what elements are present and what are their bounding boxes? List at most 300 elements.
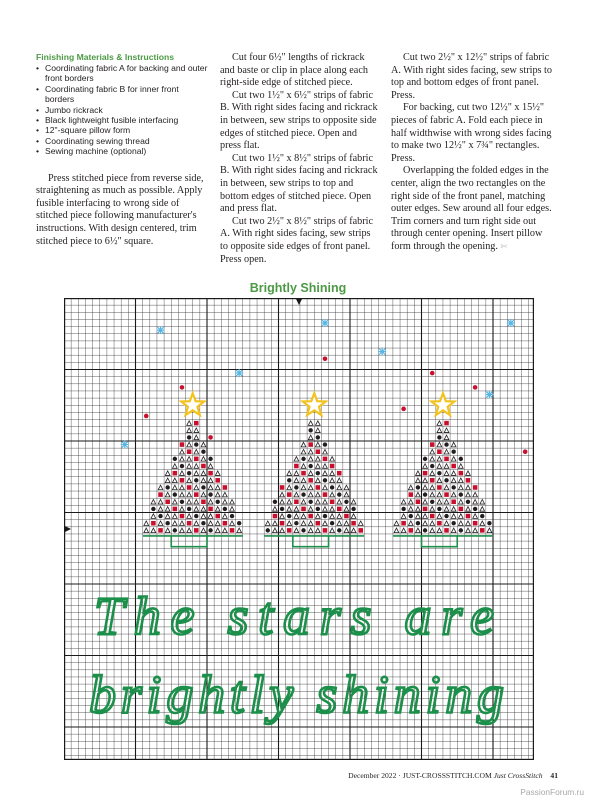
tree-stitch-triangle [351, 500, 356, 505]
tree-stitch-triangle [451, 528, 456, 533]
tree-stitch-red [444, 528, 449, 533]
tree-stitch-dark [201, 450, 205, 454]
tree-stitch-red [180, 514, 185, 519]
tree-stitch-triangle [187, 528, 192, 533]
tree-stitch-red [430, 442, 435, 447]
tree-stitch-triangle [172, 500, 177, 505]
tree-stitch-dark [459, 492, 463, 496]
tree-stitch-triangle [330, 507, 335, 512]
tree-stitch-triangle [201, 442, 206, 447]
tree-stitch-triangle [437, 478, 442, 483]
watermark: PassionForum.ru [520, 787, 584, 797]
tree-stitch-triangle [416, 528, 421, 533]
tree-stitch-triangle [172, 514, 177, 519]
tree-stitch-triangle [165, 507, 170, 512]
tree-stitch-triangle [230, 507, 235, 512]
tree-stitch-triangle [308, 457, 313, 462]
tree-stitch-red [180, 442, 185, 447]
tree-stitch-triangle [301, 449, 306, 454]
tree-stitch-red [437, 521, 442, 526]
tree-stitch-triangle [423, 500, 428, 505]
tree-stitch-triangle [215, 521, 220, 526]
tree-stitch-triangle [294, 514, 299, 519]
instruction-paragraph: Cut two 1½" x 6½" strips of fabric B. With right sides facing and rickrack in between, sew strips to opposite side edges of stitched piece. Open and press flat. [220, 89, 378, 152]
tree-stitch-red [215, 478, 220, 483]
tree-stitch-triangle [451, 514, 456, 519]
tree-stitch-triangle [315, 492, 320, 497]
ornament-dot [523, 449, 528, 454]
tree-stitch-triangle [308, 421, 313, 426]
tree-stitch-dark [430, 464, 434, 468]
tree-stitch-triangle [344, 521, 349, 526]
tree-stitch-red [466, 478, 471, 483]
tree-stitch-dark [323, 514, 327, 518]
tree-stitch-triangle [458, 500, 463, 505]
tree-stitch-triangle [158, 521, 163, 526]
tree-stitch-dark [423, 528, 427, 532]
tree-stitch-dark [337, 528, 341, 532]
page-footer: December 2022 · JUST-CROSSSTITCH.COM Just CrossStitch 41 [348, 771, 558, 780]
tree-stitch-triangle [273, 528, 278, 533]
tree-stitch-triangle [172, 478, 177, 483]
tree-stitch-triangle [487, 528, 492, 533]
tree-stitch-red [316, 449, 321, 454]
tree-stitch-dark [401, 507, 405, 511]
tree-stitch-triangle [330, 492, 335, 497]
tree-stitch-triangle [437, 442, 442, 447]
tree-stitch-dark [208, 492, 212, 496]
tree-stitch-red [223, 485, 228, 490]
twinkle-mark [485, 391, 493, 399]
tree-stitch-triangle [315, 464, 320, 469]
tree-stitch-triangle [273, 507, 278, 512]
instruction-paragraph: Cut two 1½" x 8½" strips of fabric B. With right sides facing and rickrack in between, sew strips to top and bottom edges of stitched piece. Open and press flat. [220, 152, 378, 215]
tree-stitch-triangle [408, 500, 413, 505]
tree-stitch-dark [294, 485, 298, 489]
tree-stitch-triangle [223, 500, 228, 505]
tree-stitch-red [294, 464, 299, 469]
tree-stitch-triangle [194, 500, 199, 505]
chart-line-2: brightly shining [89, 664, 504, 725]
tree-stitch-dark [344, 500, 348, 504]
tree-stitch-triangle [287, 507, 292, 512]
tree-stitch-triangle [187, 500, 192, 505]
ornament-dot [208, 435, 213, 440]
tree-stitch-triangle [194, 428, 199, 433]
tree-stitch-dark [266, 528, 270, 532]
tree-stitch-red [444, 421, 449, 426]
tree-stitch-triangle [344, 528, 349, 533]
tree-stitch-triangle [194, 471, 199, 476]
tree-stitch-triangle [208, 514, 213, 519]
tree-stitch-triangle [437, 457, 442, 462]
tree-stitch-triangle [208, 485, 213, 490]
tree-stitch-red [194, 492, 199, 497]
tree-stitch-triangle [301, 485, 306, 490]
tree-stitch-triangle [451, 492, 456, 497]
tree-stitch-triangle [215, 507, 220, 512]
tree-stitch-triangle [466, 521, 471, 526]
tree-stitch-triangle [194, 449, 199, 454]
tree-stitch-triangle [458, 521, 463, 526]
tree-stitch-dark [330, 521, 334, 525]
ornament-dot [323, 356, 328, 361]
tree-stitch-dark [173, 492, 177, 496]
tree-stitch-dark [173, 528, 177, 532]
tree-stitch-triangle [337, 485, 342, 490]
tree-stitch-triangle [215, 485, 220, 490]
tree-stitch-triangle [201, 507, 206, 512]
tree-stitch-dark [280, 507, 284, 511]
tree-stitch-dark [194, 478, 198, 482]
scissors-icon: ✄ [500, 241, 508, 251]
tree-stitch-red [165, 500, 170, 505]
tree-stitch-dark [294, 521, 298, 525]
tree-stitch-triangle [330, 478, 335, 483]
tree-stitch-red [201, 464, 206, 469]
tree-stitch-dark [437, 471, 441, 475]
tree-stitch-triangle [344, 492, 349, 497]
tree-stitch-triangle [444, 507, 449, 512]
ornament-dot [473, 385, 478, 390]
tree-stitch-red [294, 500, 299, 505]
page-number: 41 [550, 771, 558, 780]
tree-stitch-red [451, 464, 456, 469]
tree-stitch-triangle [165, 514, 170, 519]
tree-stitch-triangle [444, 435, 449, 440]
tree-stitch-triangle [201, 528, 206, 533]
tree-stitch-dark [287, 478, 291, 482]
tree-stitch-triangle [151, 514, 156, 519]
tree-stitch-red [287, 528, 292, 533]
tree-stitch-triangle [430, 449, 435, 454]
tree-stitch-triangle [358, 521, 363, 526]
tree-stitch-red [337, 507, 342, 512]
tree-stitch-dark [194, 514, 198, 518]
tree-stitch-dark [337, 492, 341, 496]
tree-stitch-dark [444, 442, 448, 446]
tree-stitch-red [444, 492, 449, 497]
tree-stitch-triangle [458, 514, 463, 519]
twinkle-mark [121, 441, 129, 449]
tree-stitch-red [280, 521, 285, 526]
tree-stitch-triangle [308, 471, 313, 476]
tree-stitch-triangle [416, 478, 421, 483]
tree-stitch-triangle [215, 471, 220, 476]
tree-stitch-triangle [323, 521, 328, 526]
tree-stitch-triangle [201, 492, 206, 497]
tree-stitch-triangle [287, 500, 292, 505]
tree-stitch-triangle [223, 492, 228, 497]
tree-stitch-red [187, 485, 192, 490]
tree-stitch-dark [437, 435, 441, 439]
tree-stitch-triangle [151, 528, 156, 533]
tree-stitch-red [223, 521, 228, 526]
tree-stitch-red [473, 485, 478, 490]
tree-stitch-triangle [208, 521, 213, 526]
tree-stitch-triangle [301, 478, 306, 483]
tree-stitch-triangle [158, 485, 163, 490]
tree-stitch-red [480, 528, 485, 533]
tree-stitch-triangle [480, 500, 485, 505]
tree-stitch-red [308, 514, 313, 519]
tree-stitch-red [473, 521, 478, 526]
tree-stitch-red [215, 514, 220, 519]
tree-stitch-triangle [308, 435, 313, 440]
tree-stitch-triangle [165, 492, 170, 497]
tree-stitch-triangle [337, 478, 342, 483]
ornament-dot [401, 407, 406, 412]
tree-stitch-triangle [180, 528, 185, 533]
tree-stitch-triangle [330, 514, 335, 519]
tree-stitch-triangle [437, 428, 442, 433]
tree-stitch-red [316, 521, 321, 526]
tree-stitch-red [287, 492, 292, 497]
tree-stitch-triangle [458, 464, 463, 469]
tree-stitch-red [208, 507, 213, 512]
footer-magazine: Just CrossStitch [493, 771, 543, 780]
tree-stitch-triangle [294, 492, 299, 497]
tree-stitch-red [330, 500, 335, 505]
tree-stitch-triangle [315, 528, 320, 533]
instruction-paragraph: Cut four 6½" lengths of rickrack and baste or clip in place along each right-side edge of stitched piece. [220, 52, 368, 89]
tree-stitch-triangle [180, 492, 185, 497]
tree-stitch-triangle [466, 471, 471, 476]
tree-stitch-red [423, 471, 428, 476]
tree-stitch-red [437, 485, 442, 490]
tree-stitch-red [201, 500, 206, 505]
tree-stitch-red [358, 528, 363, 533]
tree-stitch-dark [351, 507, 355, 511]
tree-stitch-dark [480, 514, 484, 518]
tree-stitch-triangle [187, 464, 192, 469]
tree-stitch-dark [301, 492, 305, 496]
tree-stitch-triangle [408, 485, 413, 490]
tree-stitch-triangle [194, 485, 199, 490]
list-item: • Jumbo rickrack [36, 105, 208, 115]
tree-stitch-red [351, 521, 356, 526]
tree-stitch-triangle [144, 528, 149, 533]
tree-stitch-triangle [430, 492, 435, 497]
tree-stitch-triangle [237, 528, 242, 533]
tree-stitch-triangle [230, 521, 235, 526]
center-arrow-left [64, 525, 71, 533]
tree-stitch-triangle [458, 485, 463, 490]
tree-stitch-dark [416, 521, 420, 525]
tree-stitch-triangle [180, 457, 185, 462]
tree-stitch-triangle [401, 528, 406, 533]
tree-stitch-dark [287, 514, 291, 518]
tree-stitch-triangle [180, 449, 185, 454]
tree-stitch-dark [323, 442, 327, 446]
twinkle-mark [321, 319, 329, 327]
tree-stitch-red [301, 471, 306, 476]
tree-stitch-triangle [172, 464, 177, 469]
tree-stitch-dark [423, 457, 427, 461]
tree-stitch-triangle [301, 514, 306, 519]
tree-stitch-triangle [444, 521, 449, 526]
tree-stitch-dark [473, 507, 477, 511]
tree-stitch-dark [308, 500, 312, 504]
tree-stitch-triangle [330, 457, 335, 462]
tree-stitch-triangle [194, 507, 199, 512]
tree-stitch-triangle [187, 457, 192, 462]
tree-stitch-triangle [444, 471, 449, 476]
tree-stitch-triangle [144, 521, 149, 526]
tree-stitch-triangle [480, 507, 485, 512]
tree-stitch-triangle [223, 528, 228, 533]
tree-stitch-triangle [323, 485, 328, 490]
tree-stitch-dark [216, 500, 220, 504]
ornament-dot [180, 385, 185, 390]
tree-stitch-red [194, 528, 199, 533]
tree-stitch-triangle [180, 485, 185, 490]
tree-stitch-dark [451, 521, 455, 525]
tree-stitch-triangle [430, 457, 435, 462]
tree-stitch-triangle [294, 528, 299, 533]
tree-stitch-red [208, 471, 213, 476]
tree-stitch-red [280, 485, 285, 490]
tree-stitch-triangle [172, 521, 177, 526]
tree-stitch-triangle [451, 442, 456, 447]
tree-stitch-triangle [401, 500, 406, 505]
tree-stitch-red [158, 492, 163, 497]
tree-stitch-triangle [416, 514, 421, 519]
instruction-paragraph [391, 165, 557, 253]
tree-stitch-red [459, 471, 464, 476]
materials-list [36, 63, 208, 157]
tree-stitch-triangle [351, 514, 356, 519]
tree-stitch-triangle [466, 528, 471, 533]
cross-stitch-chart [64, 298, 534, 760]
tree-stitch-red [323, 492, 328, 497]
tree-stitch-triangle [437, 464, 442, 469]
tree-stitch-dark [316, 507, 320, 511]
tree-stitch-triangle [315, 500, 320, 505]
tree-stitch-triangle [315, 514, 320, 519]
tree-stitch-triangle [215, 528, 220, 533]
instruction-paragraph: For backing, cut two 12½" x 15½" pieces of fabric A. Fold each piece in half widthwise with wrong sides facing to make two 12½" x 7¾" rectangles. Press. [391, 102, 552, 164]
tree-stitch-dark [201, 485, 205, 489]
tree-stitch-dark [194, 442, 198, 446]
tree-stitch-red [337, 471, 342, 476]
tree-stitch-dark [308, 464, 312, 468]
tree-stitch-triangle [294, 507, 299, 512]
instructions-column-1 [36, 52, 208, 248]
tree-stitch-triangle [187, 478, 192, 483]
tree-stitch-red [401, 521, 406, 526]
tree-stitch-triangle [466, 507, 471, 512]
tree-stitch-dark [180, 464, 184, 468]
list-item: • Black lightweight fusible interfacing [36, 115, 208, 125]
tree-stitch-dark [223, 507, 227, 511]
tree-stitch-triangle [187, 514, 192, 519]
tree-stitch-triangle [416, 507, 421, 512]
tree-stitch-triangle [451, 471, 456, 476]
tree-stitch-dark [416, 485, 420, 489]
tree-stitch-dark [316, 435, 320, 439]
tree-stitch-triangle [458, 478, 463, 483]
tree-stitch-dark [451, 450, 455, 454]
tree-stitch-dark [330, 485, 334, 489]
tree-stitch-triangle [223, 514, 228, 519]
tree-stitch-triangle [158, 507, 163, 512]
tree-stitch-triangle [187, 421, 192, 426]
tree-stitch-triangle [344, 507, 349, 512]
tree-stitch-triangle [437, 528, 442, 533]
tree-stitch-dark [180, 500, 184, 504]
tree-stitch-triangle [430, 471, 435, 476]
tree-stitch-triangle [180, 507, 185, 512]
tree-stitch-triangle [394, 528, 399, 533]
tree-stitch-triangle [430, 507, 435, 512]
footer-date: December 2022 [348, 771, 397, 780]
tree-stitch-red [423, 507, 428, 512]
tree-stitch-triangle [423, 521, 428, 526]
materials-heading: Finishing Materials & Instructions [36, 52, 174, 62]
tree-stitch-red [459, 507, 464, 512]
tree-stitch-triangle [194, 435, 199, 440]
tree-stitch-triangle [323, 449, 328, 454]
tree-stitch-dark [301, 528, 305, 532]
tree-stitch-triangle [423, 464, 428, 469]
tree-stitch-red [466, 514, 471, 519]
tree-stitch-red [409, 528, 414, 533]
list-item: • Coordinating sewing thread [36, 136, 208, 146]
ornament-dot [430, 371, 435, 376]
tree-stitch-triangle [323, 464, 328, 469]
tree-stitch-triangle [444, 485, 449, 490]
tree-stitch-dark [459, 528, 463, 532]
tree-stitch-triangle [172, 485, 177, 490]
tree-stitch-triangle [315, 442, 320, 447]
tree-stitch-triangle [344, 485, 349, 490]
tree-stitch-dark [237, 521, 241, 525]
instruction-paragraph: Cut two 2½" x 8½" strips of fabric A. With right sides facing, sew strips to opposite side edges of front panel. Press open. [220, 215, 374, 265]
tree-stitch-triangle [408, 507, 413, 512]
tree-stitch-red [180, 478, 185, 483]
tree-stitch-red [301, 507, 306, 512]
tree-stitch-triangle [201, 457, 206, 462]
tree-stitch-triangle [187, 442, 192, 447]
tree-stitch-dark [430, 500, 434, 504]
tree-stitch-triangle [308, 485, 313, 490]
tree-stitch-triangle [308, 449, 313, 454]
tree-stitch-triangle [323, 507, 328, 512]
tree-stitch-triangle [280, 528, 285, 533]
tree-stitch-red [316, 485, 321, 490]
tree-stitch-triangle [451, 478, 456, 483]
tree-stitch-red [430, 478, 435, 483]
tree-stitch-triangle [480, 521, 485, 526]
tree-stitch-triangle [280, 514, 285, 519]
instruction-paragraph: Press stitched piece from reverse side, straightening as much as possible. Apply fusible interfacing to wrong side of stitched piece following manufacturer's instructions. With design centered, trim stitched piece to 6½" square. [36, 172, 204, 247]
tree-stitch-dark [316, 471, 320, 475]
instructions-column-2 [220, 52, 378, 266]
tree-stitch-triangle [208, 478, 213, 483]
tree-stitch-red [273, 514, 278, 519]
tree-stitch-triangle [265, 521, 270, 526]
tree-stitch-triangle [430, 485, 435, 490]
tree-stitch-triangle [330, 471, 335, 476]
tree-stitch-triangle [437, 421, 442, 426]
tree-stitch-triangle [165, 471, 170, 476]
tree-stitch-triangle [444, 449, 449, 454]
tree-stitch-dark [444, 478, 448, 482]
tree-stitch-triangle [301, 442, 306, 447]
tree-stitch-triangle [308, 507, 313, 512]
tree-stitch-triangle [323, 500, 328, 505]
